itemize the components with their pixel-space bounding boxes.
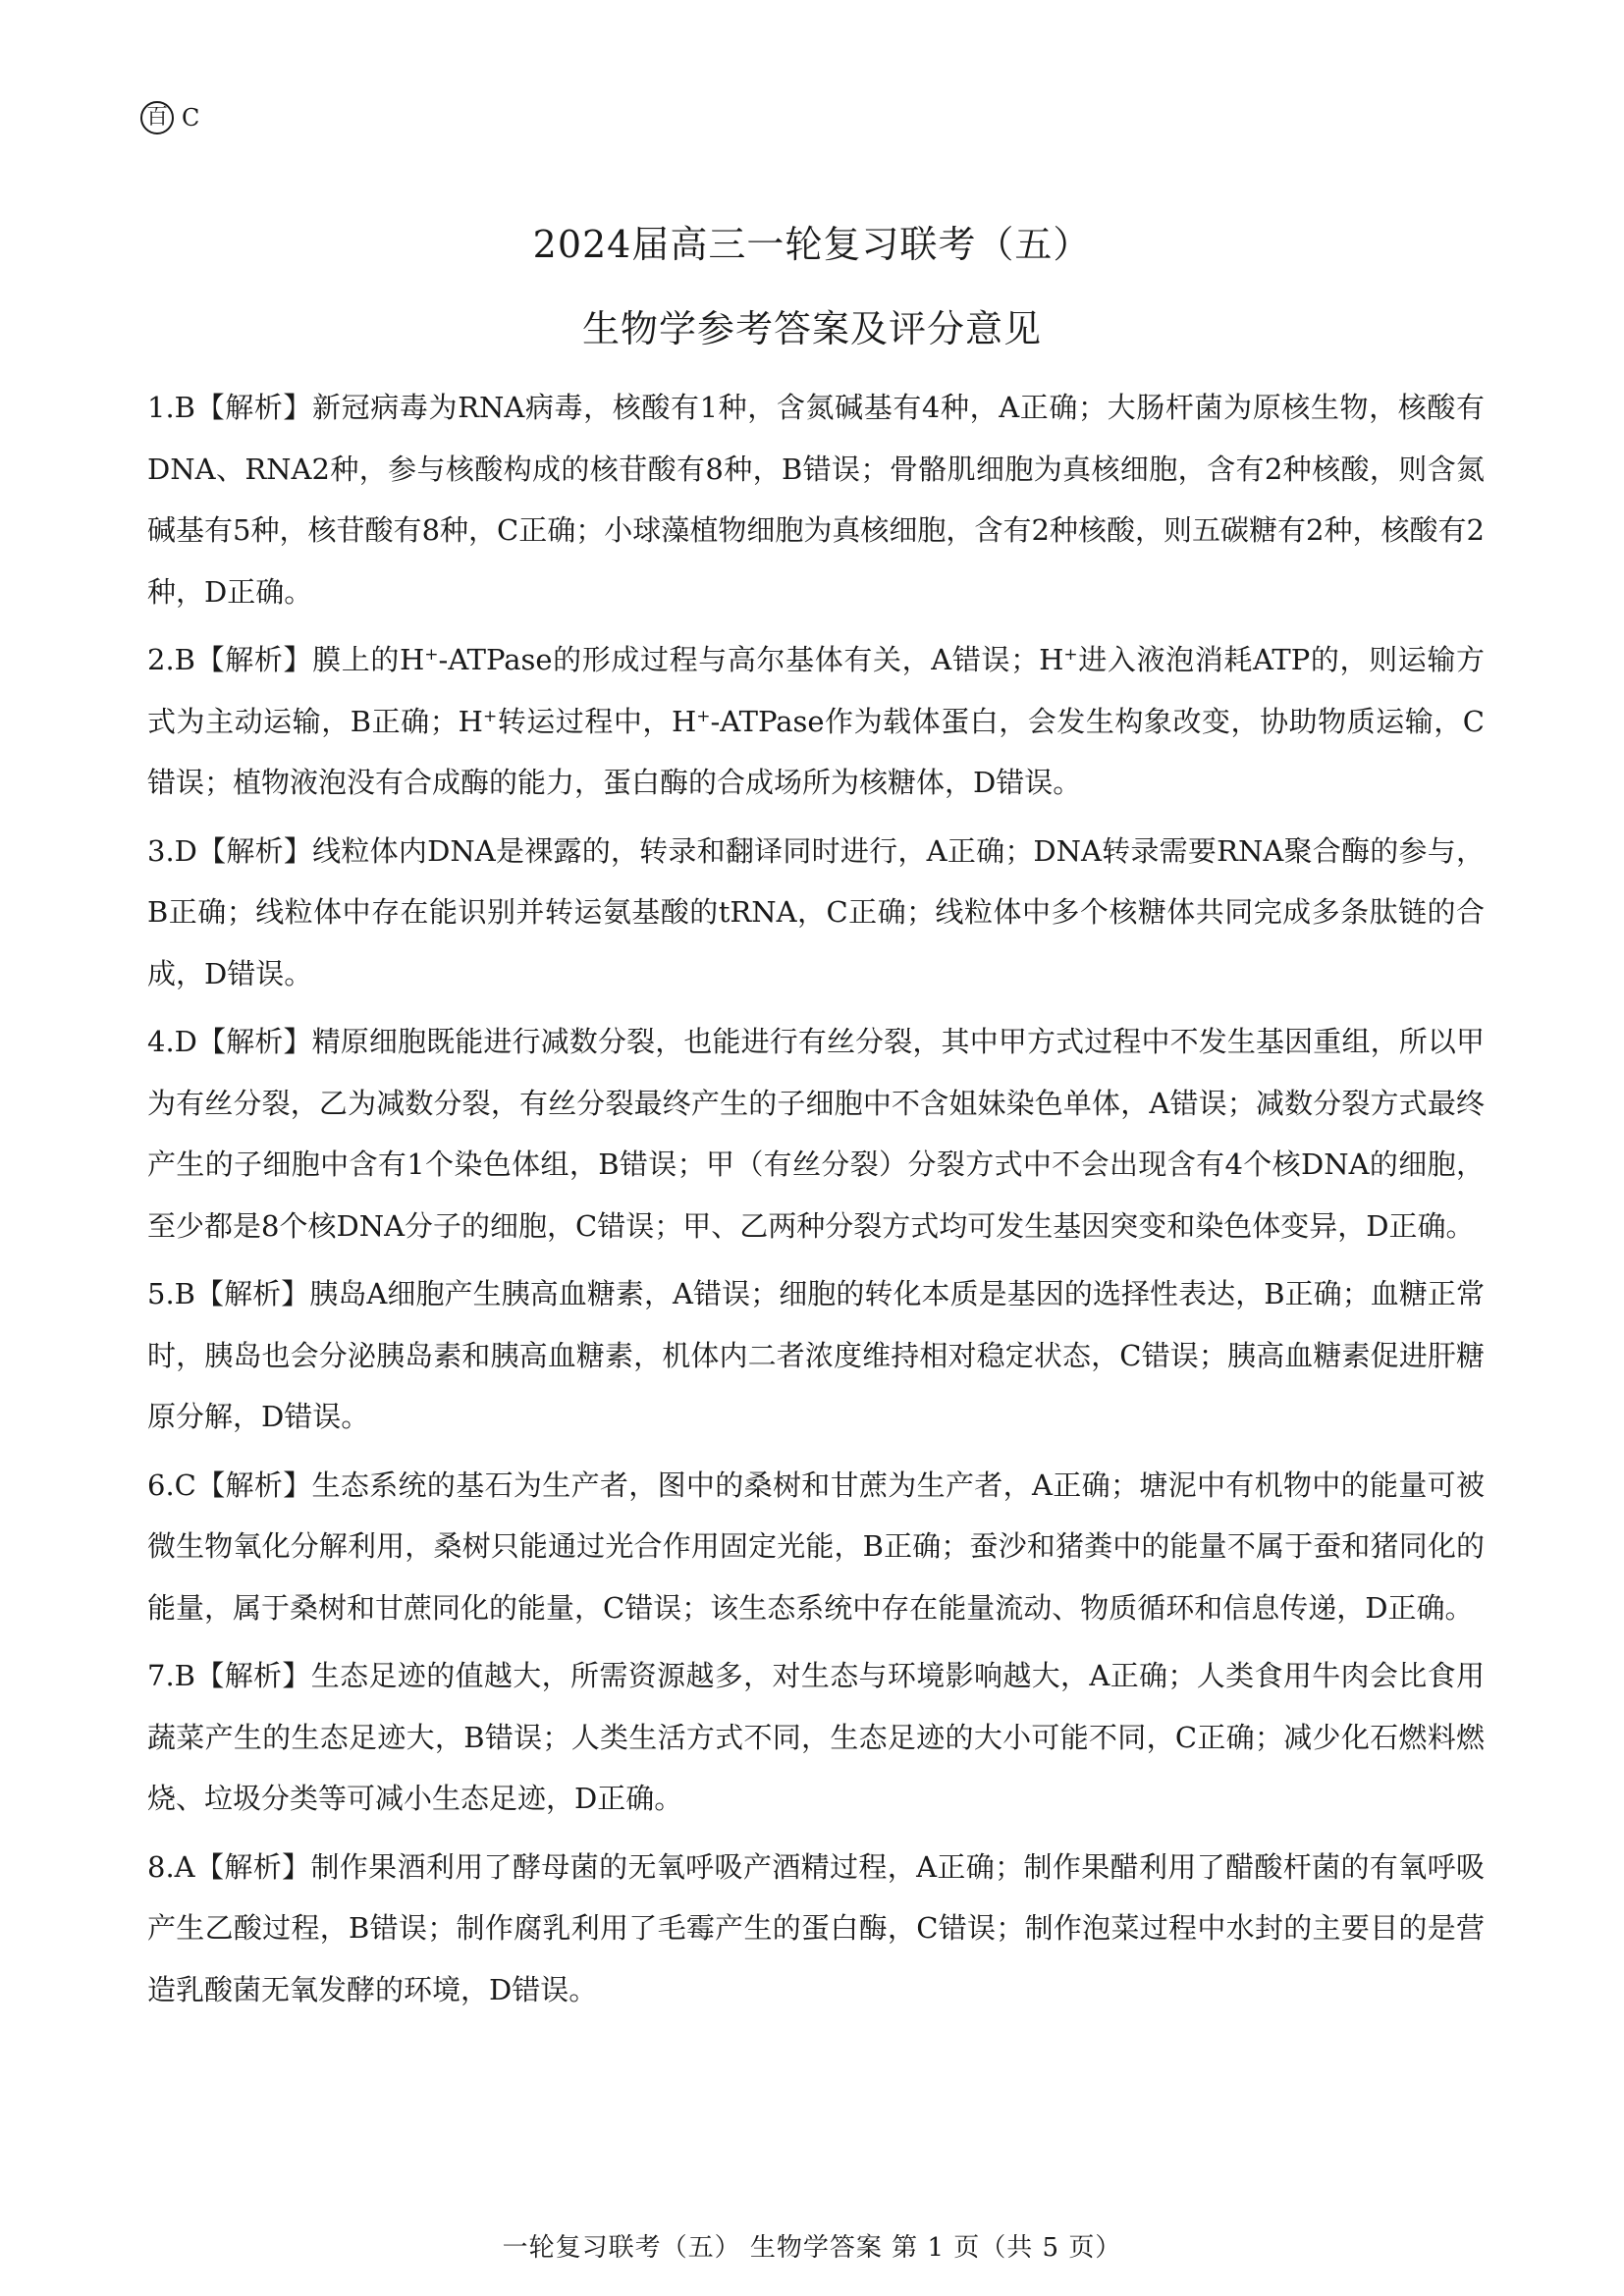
answer-list xyxy=(147,377,1485,2027)
answer-item-1: 1.B【解析】新冠病毒为RNA病毒，核酸有1种，含氮碱基有4种，A正确；大肠杆菌为原核生物，核酸有DNA、RNA2种，参与核酸构成的核苷酸有8种，B错误；骨骼肌细胞为真核细胞，含有2种核酸，则含氮碱基有5种，核苷酸有8种，C正确；小球藻植物细胞为真核细胞，含有2种核酸，则五碳糖有2种，核酸有2种，D正确。 xyxy=(147,391,1485,609)
answer-item-4: 4.D【解析】精原细胞既能进行减数分裂，也能进行有丝分裂，其中甲方式过程中不发生基因重组，所以甲为有丝分裂，乙为减数分裂，有丝分裂最终产生的子细胞中不含姐妹染色单体，A错误；减数分裂方式最终产生的子细胞中含有1个染色体组，B错误；甲（有丝分裂）分裂方式中不会出现含有4个核DNA的细胞，至少都是8个核DNA分子的细胞，C错误；甲、乙两种分裂方式均可发生基因突变和染色体变异，D正确。 xyxy=(147,1025,1485,1243)
answer-item-8: 8.A【解析】制作果酒利用了酵母菌的无氧呼吸产酒精过程，A正确；制作果醋利用了醋酸杆菌的有氧呼吸产生乙酸过程，B错误；制作腐乳利用了毛霉产生的蛋白酶，C错误；制作泡菜过程中水封的主要目的是营造乳酸菌无氧发酵的环境，D错误。 xyxy=(147,1849,1485,2006)
exam-title: 2024届高三一轮复习联考（五） xyxy=(532,223,1092,266)
page-footer: 一轮复习联考（五） 生物学答案 第 1 页（共 5 页） xyxy=(502,2233,1122,2263)
logo-seal: 百 xyxy=(140,101,174,134)
answer-item-7: 7.B【解析】生态足迹的值越大，所需资源越多，对生态与环境影响越大，A正确；人类食用牛肉会比食用蔬菜产生的生态足迹大，B错误；人类生活方式不同，生态足迹的大小可能不同，C正确；减少化石燃料燃烧、垃圾分类等可减小生态足迹，D正确。 xyxy=(147,1659,1485,1815)
answer-item-2: 2.B【解析】膜上的H+-ATPase的形成过程与高尔基体有关，A错误；H+进入液泡消耗ATP的，则运输方式为主动运输，B正确；H+转运过程中，H+-ATPase作为载体蛋白，会发生构象改变，协助物质运输，C错误；植物液泡没有合成酶的能力，蛋白酶的合成场所为核糖体，D错误。 xyxy=(147,643,1485,799)
answer-item-3: 3.D【解析】线粒体内DNA是裸露的，转录和翻译同时进行，A正确；DNA转录需要RNA聚合酶的参与，B正确；线粒体中存在能识别并转运氨基酸的tRNA，C正确；线粒体中多个核糖体共同完成多条肽链的合成，D错误。 xyxy=(147,833,1485,990)
logo-letter: C xyxy=(182,104,200,132)
publisher-logo xyxy=(140,101,199,134)
answer-item-6: 6.C【解析】生态系统的基石为生产者，图中的桑树和甘蔗为生产者，A正确；塘泥中有机物中的能量可被微生物氧化分解利用，桑树只能通过光合作用固定光能，B正确；蚕沙和猪粪中的能量不属于蚕和猪同化的能量，属于桑树和甘蔗同化的能量，C错误；该生态系统中存在能量流动、物质循环和信息传递，D正确。 xyxy=(147,1468,1485,1625)
document-subtitle: 生物学参考答案及评分意见 xyxy=(581,307,1042,350)
answer-item-5: 5.B【解析】胰岛A细胞产生胰高血糖素，A错误；细胞的转化本质是基因的选择性表达，B正确；血糖正常时，胰岛也会分泌胰岛素和胰高血糖素，机体内二者浓度维持相对稳定状态，C错误；胰高血糖素促进肝糖原分解，D错误。 xyxy=(147,1277,1485,1433)
